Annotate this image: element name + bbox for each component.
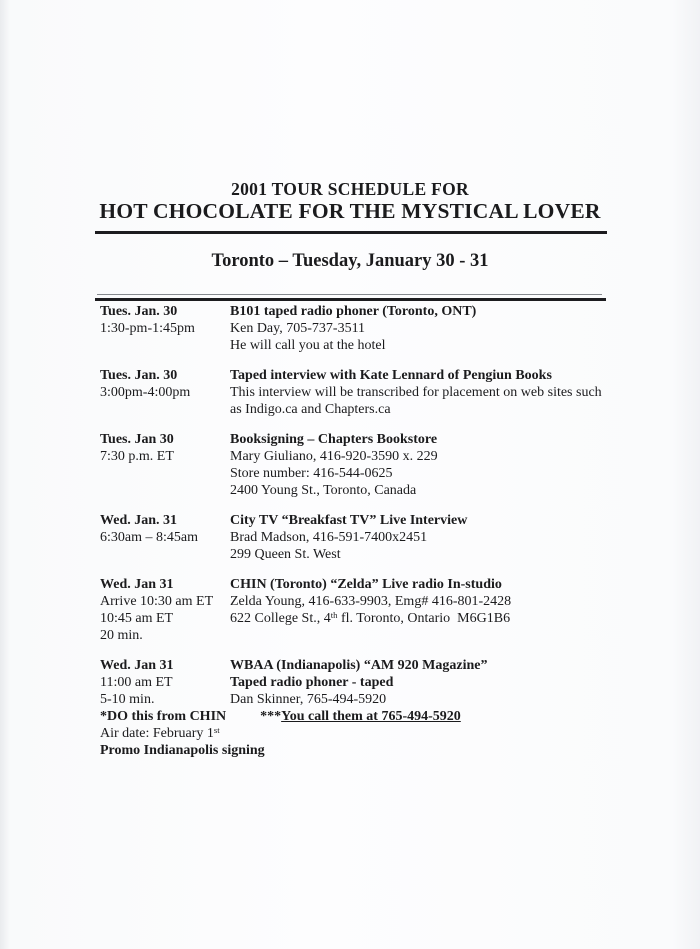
entry-date-column — [100, 431, 230, 499]
schedule-table — [100, 303, 660, 772]
entry-date-column — [100, 303, 230, 354]
date-line: 3:00pm-4:00pm — [100, 385, 191, 400]
entry-row — [100, 303, 660, 354]
text-segment: Mary Giuliano, 416-920-3590 x. 229 — [230, 449, 438, 464]
city-date-subtitle: Toronto – Tuesday, January 30 - 31 — [211, 251, 489, 271]
table-top-rule-thick — [95, 298, 606, 301]
date-line: Arrive 10:30 am ET — [100, 594, 214, 609]
date-line: 5-10 min. — [100, 692, 155, 707]
entry-details-column — [230, 576, 660, 644]
note-line — [100, 725, 660, 742]
schedule-entry — [100, 431, 660, 499]
text-segment: Taped interview with Kate Lennard of Pengiun Books — [230, 368, 552, 383]
entry-details-column — [230, 431, 660, 499]
entry-date-column — [100, 657, 230, 708]
text-segment: st — [213, 725, 220, 736]
text-segment: B101 taped radio phoner (Toronto, ONT) — [230, 304, 477, 319]
text-segment: Brad Madson, 416-591-7400x2451 — [230, 530, 428, 545]
text-segment: Dan Skinner, 765-494-5920 — [230, 692, 387, 707]
text-segment: Air date: February 1 — [100, 726, 214, 741]
entry-details-column — [230, 512, 660, 563]
date-line: Tues. Jan 30 — [100, 432, 174, 447]
detail-line — [230, 320, 660, 337]
schedule-entry — [100, 512, 660, 563]
text-segment: WBAA (Indianapolis) “AM 920 Magazine” — [230, 658, 488, 673]
date-line: Tues. Jan. 30 — [100, 304, 178, 319]
entry-details-column — [230, 303, 660, 354]
entry-details-column — [230, 367, 660, 418]
date-line: 11:00 am ET — [100, 675, 173, 690]
detail-line — [230, 431, 660, 448]
detail-line — [230, 465, 660, 482]
detail-line — [230, 610, 660, 627]
text-segment: He will call you at the hotel — [230, 338, 386, 353]
date-line: Wed. Jan 31 — [100, 577, 174, 592]
detail-line — [230, 448, 660, 465]
date-line: Wed. Jan. 31 — [100, 513, 178, 528]
text-segment: This interview will be transcribed for placement on web sites such — [230, 385, 602, 400]
text-segment: Store number: 416-544-0625 — [230, 466, 393, 481]
entry-row — [100, 431, 660, 499]
text-segment: Zelda Young, 416-633-9903, Emg# 416-801-2428 — [230, 594, 512, 609]
text-segment: CHIN (Toronto) “Zelda” Live radio In-studio — [230, 577, 502, 592]
title-underline-rule — [95, 231, 607, 234]
text-segment: Booksigning – Chapters Bookstore — [230, 432, 438, 447]
date-line: Wed. Jan 31 — [100, 658, 174, 673]
text-segment: Promo Indianapolis signing — [100, 743, 265, 758]
detail-line — [230, 384, 660, 401]
entry-row — [100, 657, 660, 708]
text-segment: fl. Toronto, Ontario M6G1B6 — [337, 611, 511, 626]
detail-line — [230, 303, 660, 320]
detail-line — [230, 674, 660, 691]
date-line: 7:30 p.m. ET — [100, 449, 174, 464]
date-line: 20 min. — [100, 628, 143, 643]
text-segment: City TV “Breakfast TV” Live Interview — [230, 513, 468, 528]
schedule-entry — [100, 303, 660, 354]
text-segment: You call them at 765-494-5920 — [281, 709, 461, 724]
entry-row — [100, 367, 660, 418]
detail-line — [230, 482, 660, 499]
entry-row — [100, 512, 660, 563]
text-segment: Ken Day, 705-737-3511 — [230, 321, 366, 336]
detail-line — [230, 367, 660, 384]
detail-line — [230, 337, 660, 354]
entry-date-column — [100, 512, 230, 563]
text-segment: 299 Queen St. West — [230, 547, 341, 562]
text-segment: as Indigo.ca and Chapters.ca — [230, 402, 391, 417]
detail-line — [230, 576, 660, 593]
text-segment: 2400 Young St., Toronto, Canada — [230, 483, 417, 498]
entry-date-column — [100, 367, 230, 418]
text-segment: *DO this from CHIN — [100, 709, 227, 724]
text-segment: *** — [260, 709, 282, 724]
date-line: 6:30am – 8:45am — [100, 530, 198, 545]
detail-line — [230, 529, 660, 546]
date-line: Tues. Jan. 30 — [100, 368, 178, 383]
schedule-entry — [100, 657, 660, 759]
entry-details-column — [230, 657, 660, 708]
schedule-title-line2: HOT CHOCOLATE FOR THE MYSTICAL LOVER — [99, 199, 601, 223]
entry-date-column — [100, 576, 230, 644]
text-segment: Taped radio phoner - taped — [230, 675, 394, 690]
note-line — [100, 742, 660, 759]
note-line — [100, 708, 660, 725]
detail-line — [230, 401, 660, 418]
schedule-entry — [100, 367, 660, 418]
schedule-entry — [100, 576, 660, 644]
detail-line — [230, 593, 660, 610]
detail-line — [230, 512, 660, 529]
date-line: 1:30-pm-1:45pm — [100, 321, 195, 336]
date-line: 10:45 am ET — [100, 611, 174, 626]
text-segment: 622 College St., 4 — [230, 611, 331, 626]
detail-line — [230, 691, 660, 708]
text-segment: th — [330, 610, 338, 621]
detail-line — [230, 546, 660, 563]
table-top-rule-thin — [97, 294, 602, 295]
schedule-title-line1: 2001 TOUR SCHEDULE FOR — [231, 179, 469, 199]
entry-row — [100, 576, 660, 644]
detail-line — [230, 657, 660, 674]
